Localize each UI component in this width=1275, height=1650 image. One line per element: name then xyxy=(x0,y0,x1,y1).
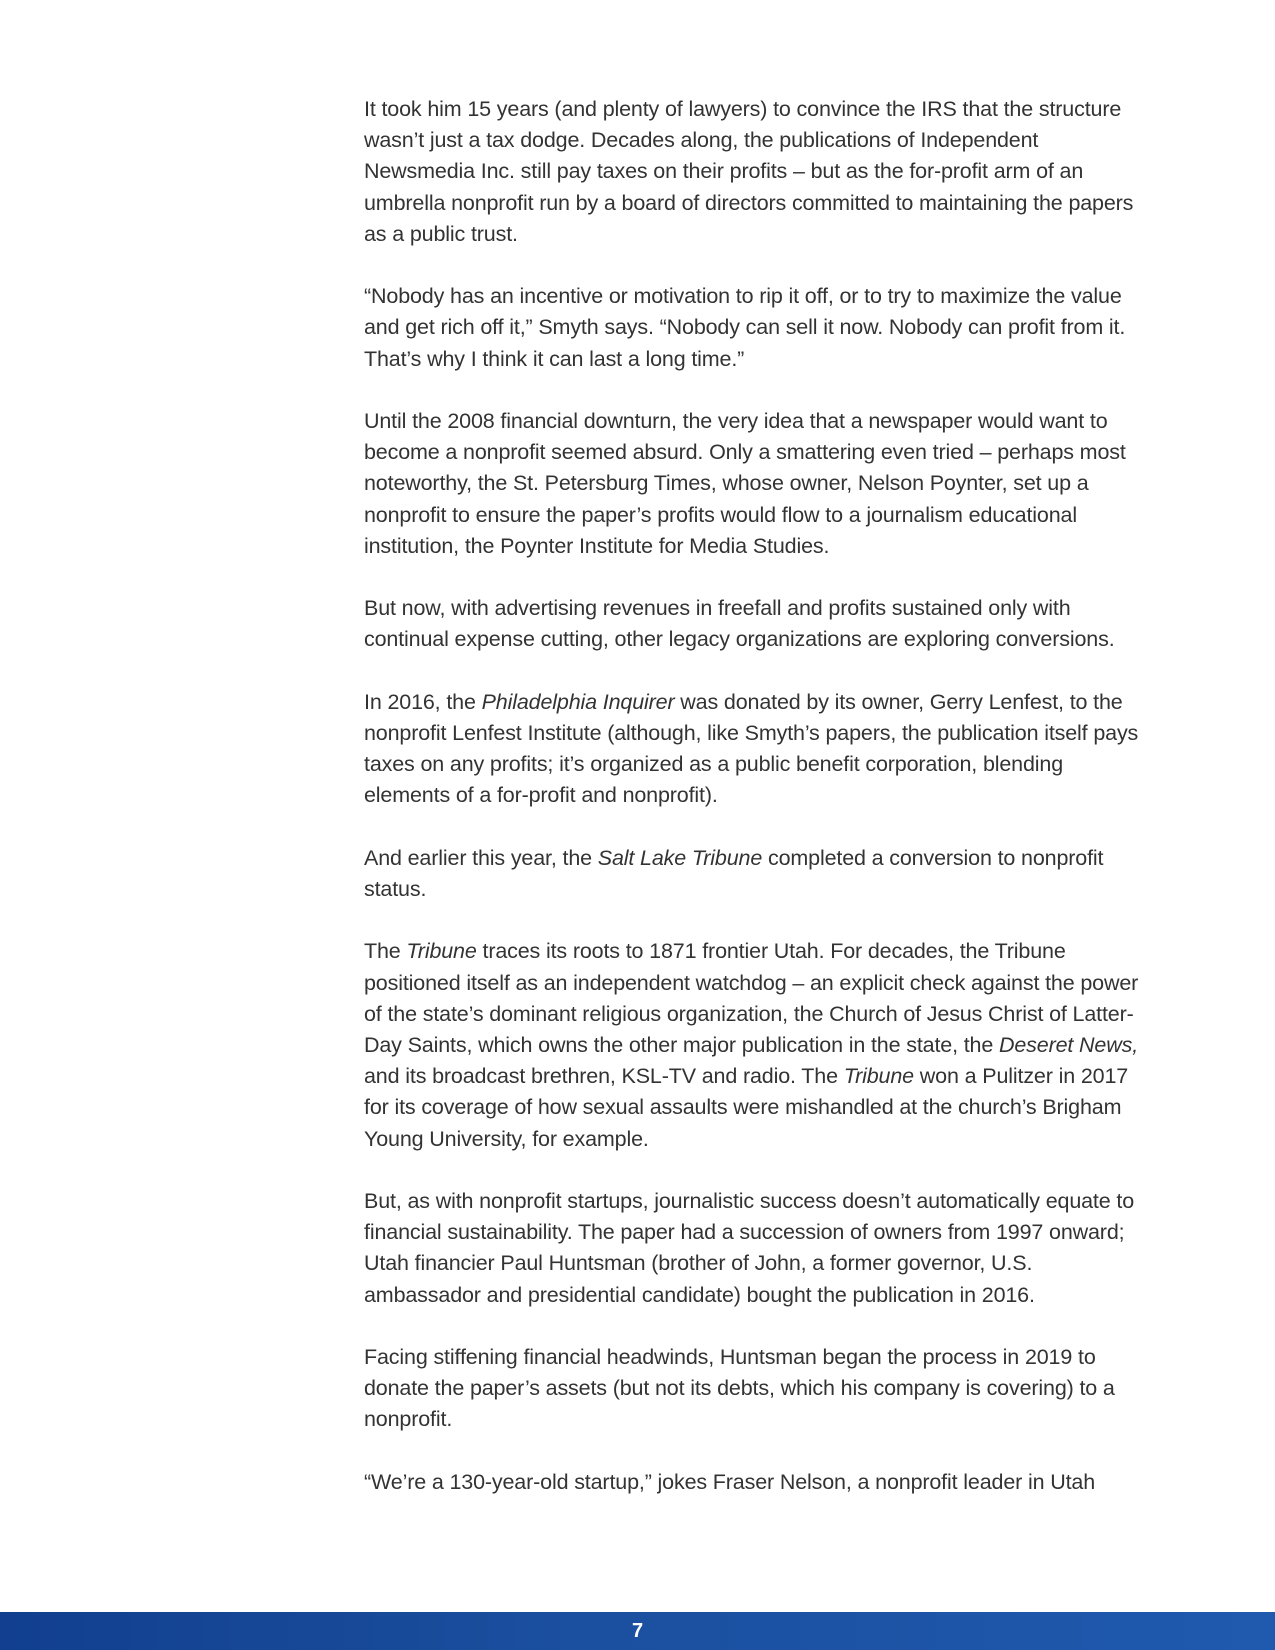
page-number: 7 xyxy=(631,1619,644,1642)
paragraph-philadelphia-inquirer xyxy=(364,687,1144,812)
paragraph-tribune-history xyxy=(364,936,1144,1154)
text-run: traces its roots to 1871 frontier Utah. For decades, the Tribune positioned itself as an independent watchdog – an explicit check against the power of the state’s dominant religious organization, the Church of Jesus Christ of Latter-Day Saints, which owns the other major publication in the state, the xyxy=(364,939,1139,1057)
paragraph-2008-downturn: Until the 2008 financial downturn, the very idea that a newspaper would want to become a nonprofit seemed absurd. Only a smattering even tried – perhaps most noteworthy, the St. Petersburg Times, whose owner, Nelson Poynter, set up a nonprofit to ensure the paper’s profits would flow to a journalism educational institution, the Poynter Institute for Media Studies. xyxy=(364,409,1126,558)
text-run: And earlier this year, the xyxy=(364,845,598,870)
footer-bar xyxy=(0,1612,1275,1650)
publication-title-philadelphia-inquirer: Philadelphia Inquirer xyxy=(481,689,675,714)
publication-title-deseret-news: Deseret News, xyxy=(999,1033,1139,1057)
paragraph-huntsman-donation: Facing stiffening financial headwinds, Huntsman began the process in 2019 to donate the paper’s assets (but not its debts, which his company is covering) to a nonprofit. xyxy=(364,1345,1115,1432)
publication-title-tribune: Tribune xyxy=(843,1064,914,1089)
paragraph-salt-lake-tribune xyxy=(364,843,1144,905)
paragraph-startup-quote: “We’re a 130-year-old startup,” jokes Fraser Nelson, a nonprofit leader in Utah xyxy=(364,1469,1096,1494)
text-run: In 2016, the xyxy=(364,689,482,714)
paragraph-irs-structure: It took him 15 years (and plenty of lawyers) to convince the IRS that the structure wasn’t just a tax dodge. Decades along, the publications of Independent Newsmedia Inc. still pay taxes on their profits – but as the for-profit arm of an umbrella nonprofit run by a board of directors committed to maintaining the papers as a public trust. xyxy=(364,97,1134,246)
publication-title-salt-lake-tribune: Salt Lake Tribune xyxy=(597,845,763,870)
text-run: and its broadcast brethren, KSL-TV and radio. The xyxy=(364,1064,844,1089)
paragraph-financial-sustainability: But, as with nonprofit startups, journalistic success doesn’t automatically equate to financial sustainability. The paper had a succession of owners from 1997 onward; Utah financier Paul Huntsman (brother of John, a former governor, U.S. ambassador and presidential candidate) bought the publication in 2016. xyxy=(364,1189,1135,1307)
text-run: completed a conversion to nonprofit status. xyxy=(364,845,1104,901)
paragraph-smyth-quote: “Nobody has an incentive or motivation to rip it off, or to try to maximize the value and get rich off it,” Smyth says. “Nobody can sell it now. Nobody can profit from it. That’s why I think it can last a long time.” xyxy=(364,284,1126,371)
text-run: won a Pulitzer in 2017 for its coverage of how sexual assaults were mishandled at the church’s Brigham Young University, for example. xyxy=(364,1064,1129,1151)
text-run: was donated by its owner, Gerry Lenfest, to the nonprofit Lenfest Institute (although, like Smyth’s papers, the publication itself pays taxes on any profits; it’s organized as a public benefit corporation, blending elements of a for-profit and nonprofit). xyxy=(364,689,1139,808)
publication-title-tribune: Tribune xyxy=(406,939,477,964)
text-run: The xyxy=(364,939,407,964)
paragraph-legacy-conversions: But now, with advertising revenues in freefall and profits sustained only with continual expense cutting, other legacy organizations are exploring conversions. xyxy=(364,596,1115,652)
article-body xyxy=(364,94,1144,1529)
